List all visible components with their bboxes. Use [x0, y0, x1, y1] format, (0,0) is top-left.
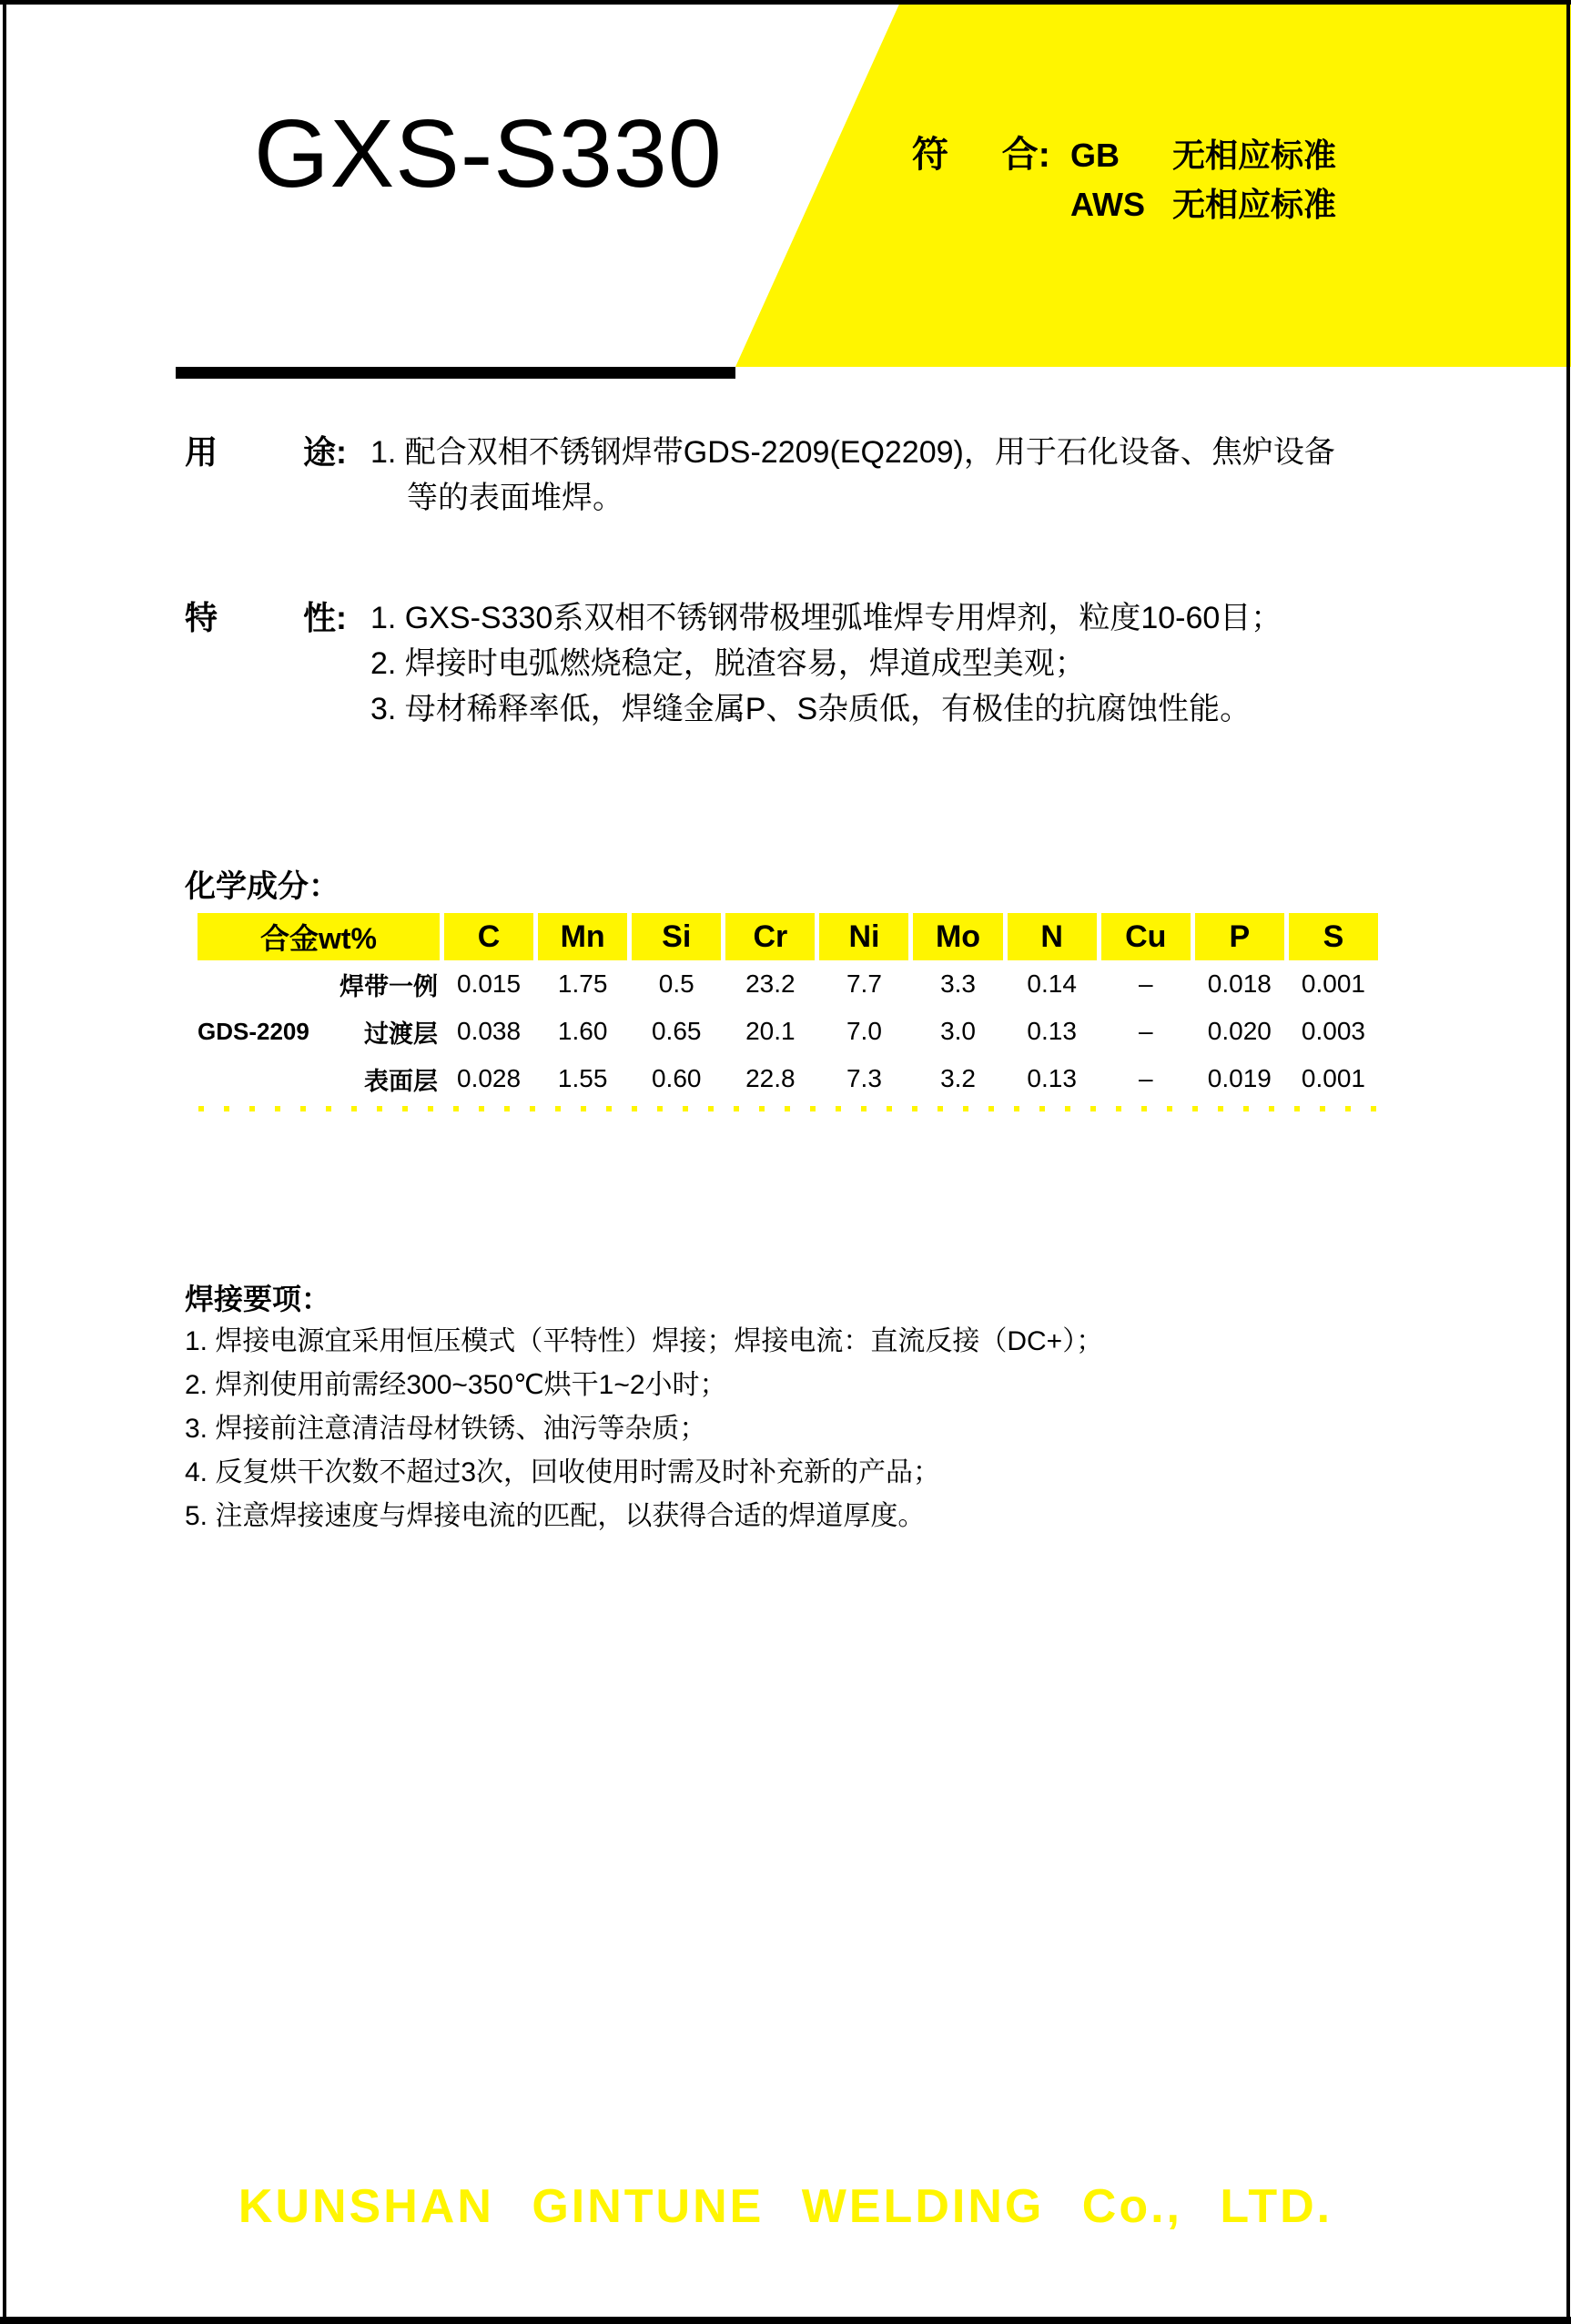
usage-label-char-1: 用: [185, 433, 218, 471]
value-cell: 1.55: [557, 1064, 608, 1092]
row-label: 焊带一例: [340, 972, 438, 1000]
compliance-standard-value: 无相应标准: [1172, 137, 1337, 174]
compliance-label-char-2: 合:: [1001, 135, 1050, 175]
value-cell: 0.018: [1207, 969, 1272, 998]
value-cell: 0.020: [1207, 1017, 1272, 1045]
row-header-cell: [198, 1014, 440, 1050]
usage-line: 等的表面堆焊。: [407, 481, 623, 515]
table-row: [198, 1055, 1378, 1102]
page-border-bottom: [0, 2317, 1571, 2324]
column-header: Mn: [538, 913, 627, 960]
value-cell: 7.3: [846, 1064, 882, 1092]
usage-section-content: [370, 430, 1426, 521]
column-header: Mo: [913, 913, 1002, 960]
page-border-top: [0, 0, 1571, 5]
welding-notes-list: [185, 1320, 1368, 1538]
value-cell: 0.019: [1207, 1064, 1272, 1092]
compliance-label: [912, 135, 1050, 223]
value-cell: –: [1138, 1017, 1153, 1045]
value-cell: 23.2: [745, 969, 796, 998]
column-header: S: [1289, 913, 1378, 960]
row-header-cell: [198, 1061, 440, 1097]
column-header: Si: [632, 913, 721, 960]
welding-note-item: 5. 注意焊接速度与焊接电流的匹配，以获得合适的焊道厚度。: [185, 1501, 926, 1531]
header-divider-rule: [176, 367, 735, 379]
table-row: [198, 1008, 1378, 1055]
chemistry-heading: 化学成分：: [185, 869, 340, 904]
value-cell: 20.1: [745, 1017, 796, 1045]
value-cell: 0.13: [1027, 1064, 1077, 1092]
column-header: Cu: [1101, 913, 1191, 960]
value-cell: 0.14: [1027, 969, 1077, 998]
column-header: P: [1195, 913, 1284, 960]
value-cell: 3.3: [940, 969, 976, 998]
compliance-row-gb: [1070, 137, 1336, 174]
value-cell: 0.003: [1301, 1017, 1365, 1045]
yellow-dotted-divider: [198, 1106, 1382, 1111]
column-header: Ni: [819, 913, 908, 960]
welding-note-item: 4. 反复烘干次数不超过3次，回收使用时需及时补充新的产品；: [185, 1457, 941, 1487]
compliance-standard-name: GB: [1070, 137, 1120, 174]
page-border-left: [3, 0, 6, 2324]
value-cell: 0.60: [651, 1064, 702, 1092]
row-label: 表面层: [364, 1067, 438, 1095]
value-cell: 1.75: [557, 969, 608, 998]
column-header: C: [444, 913, 533, 960]
compliance-standard-name: AWS: [1070, 186, 1146, 223]
value-cell: 22.8: [745, 1064, 796, 1092]
value-cell: 7.0: [846, 1017, 882, 1045]
usage-label-char-2: 途:: [303, 433, 347, 471]
compliance-label-char-1: 符: [912, 135, 948, 175]
value-cell: 0.5: [658, 969, 694, 998]
features-label-char-2: 性:: [303, 599, 347, 636]
welding-note-item: 3. 焊接前注意清洁母材铁锈、油污等杂质；: [185, 1414, 707, 1444]
welding-note-item: 1. 焊接电源宜采用恒压模式（平特性）焊接；焊接电流：直流反接（DC+）；: [185, 1326, 1104, 1356]
value-cell: 0.001: [1301, 1064, 1365, 1092]
feature-item: 2. 焊接时电弧燃烧稳定，脱渣容易，焊道成型美观；: [370, 646, 1086, 681]
compliance-standard-value: 无相应标准: [1172, 186, 1337, 223]
welding-notes-heading: 焊接要项：: [185, 1283, 331, 1315]
value-cell: –: [1138, 969, 1153, 998]
value-cell: 3.2: [940, 1064, 976, 1092]
usage-line: 1. 配合双相不锈钢焊带GDS-2209(EQ2209)，用于石化设备、焦炉设备: [370, 435, 1335, 470]
welding-note-item: 2. 焊剂使用前需经300~350℃烘干1~2小时；: [185, 1370, 727, 1400]
usage-section: [185, 430, 1426, 521]
features-section: [185, 595, 1426, 732]
feature-item: 3. 母材稀释率低，焊缝金属P、S杂质低，有极佳的抗腐蚀性能。: [370, 692, 1252, 726]
value-cell: 0.038: [457, 1017, 522, 1045]
features-label-char-1: 特: [185, 599, 218, 636]
value-cell: 0.028: [457, 1064, 522, 1092]
value-cell: 0.001: [1301, 969, 1365, 998]
compliance-row-aws: [1070, 187, 1336, 223]
page-border-right: [1566, 0, 1570, 2324]
value-cell: 0.65: [651, 1017, 702, 1045]
features-section-label: [185, 595, 347, 732]
column-header: N: [1008, 913, 1097, 960]
compliance-block: [912, 135, 1336, 223]
row-label: 过渡层: [364, 1020, 438, 1048]
row-header-cell: [198, 967, 440, 1002]
company-name: KUNSHAN GINTUNE WELDING Co., LTD.: [238, 2180, 1333, 2233]
value-cell: 3.0: [940, 1017, 976, 1045]
value-cell: 1.60: [557, 1017, 608, 1045]
chemistry-table-header-row: [198, 913, 1378, 960]
chemistry-table: [198, 913, 1378, 1102]
compliance-rows: [1070, 135, 1336, 223]
value-cell: 0.015: [457, 969, 522, 998]
alloy-group-label: GDS-2209: [198, 1017, 309, 1045]
feature-item: 1. GXS-S330系双相不锈钢带极埋弧堆焊专用焊剂，粒度10-60目；: [370, 601, 1282, 635]
value-cell: –: [1138, 1064, 1153, 1092]
value-cell: 0.13: [1027, 1017, 1077, 1045]
column-header: 合金wt%: [198, 913, 440, 960]
product-title: GXS-S330: [254, 100, 723, 208]
value-cell: 7.7: [846, 969, 882, 998]
features-section-content: [370, 595, 1426, 732]
usage-section-label: [185, 430, 347, 521]
column-header: Cr: [725, 913, 815, 960]
table-row: [198, 960, 1378, 1008]
